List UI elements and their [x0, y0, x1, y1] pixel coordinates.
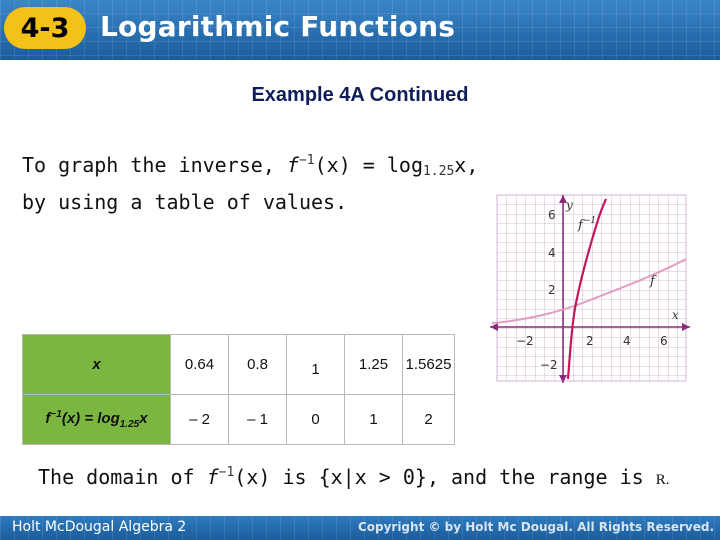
label-mid: (x) = log	[61, 410, 120, 427]
row-f-inverse-label	[23, 395, 171, 445]
intro-inverse-sup: −1	[298, 153, 315, 168]
lesson-title: Logarithmic Functions	[100, 10, 456, 43]
row-x-label: x	[23, 335, 171, 395]
intro-log-base: 1.25	[422, 164, 455, 179]
y-tick-label: −2	[540, 358, 558, 372]
header-bar	[0, 0, 720, 60]
x-tick-label: −2	[516, 334, 534, 348]
x-axis-arrow-left	[490, 323, 498, 331]
y-axis-label: y	[566, 198, 573, 212]
domain-f: f	[206, 465, 219, 489]
label-end: x	[139, 410, 148, 427]
x-value-cell: 1.25	[345, 335, 403, 395]
f-value-cell: 1	[345, 395, 403, 445]
domain-range-statement	[38, 465, 718, 489]
table-row-x	[23, 335, 455, 395]
x-tick-label: 6	[660, 334, 668, 348]
graph-figure	[490, 193, 690, 385]
f-value-cell: – 2	[171, 395, 229, 445]
f-value-cell: 2	[403, 395, 455, 445]
intro-paren-x: (x)	[314, 153, 351, 177]
f-inv-f: f	[578, 218, 583, 233]
f-inv-sup: −1	[582, 216, 597, 226]
graph-svg	[490, 193, 690, 385]
label-sup: −1	[50, 409, 62, 420]
y-tick-label: 2	[548, 283, 556, 297]
f-value-cell: 0	[287, 395, 345, 445]
example-heading: Example 4A Continued	[251, 84, 469, 106]
x-tick-label: 2	[586, 334, 594, 348]
intro-line-1	[22, 146, 512, 187]
intro-x: x,	[454, 153, 479, 177]
footer-bar	[0, 516, 720, 540]
intro-line-2: by using a table of values.	[22, 190, 348, 214]
label-sub: 1.25	[119, 419, 140, 430]
domain-rest: (x) is {x|x > 0}, and the range is	[234, 465, 656, 489]
domain-prefix: The domain of	[38, 465, 207, 489]
x-value-cell: 0.64	[171, 335, 229, 395]
intro-text	[22, 146, 512, 217]
lesson-number-badge: 4-3	[4, 7, 86, 49]
x-value-cell: 1.5625	[403, 335, 455, 395]
intro-prefix: To graph the inverse,	[22, 153, 287, 177]
f-value-cell: – 1	[229, 395, 287, 445]
table-row-f-inverse	[23, 395, 455, 445]
footer-publisher: Holt McDougal Algebra 2	[12, 519, 187, 535]
y-tick-label: 4	[548, 246, 556, 260]
x-tick-label: 4	[623, 334, 631, 348]
footer-copyright: Copyright © by Holt Mc Dougal. All Rights Reserved.	[357, 520, 714, 534]
y-tick-label: 6	[548, 208, 556, 222]
domain-sup: −1	[218, 465, 235, 480]
x-value-cell: 0.8	[229, 335, 287, 395]
values-table	[22, 334, 455, 445]
f-label: f	[650, 274, 655, 289]
intro-equals-log: = log	[350, 153, 423, 177]
label-f: f	[45, 410, 51, 427]
x-value-cell: 1	[287, 335, 345, 395]
intro-f: f	[286, 153, 299, 177]
x-axis-label: x	[672, 308, 679, 322]
reals-symbol: R.	[655, 472, 670, 488]
